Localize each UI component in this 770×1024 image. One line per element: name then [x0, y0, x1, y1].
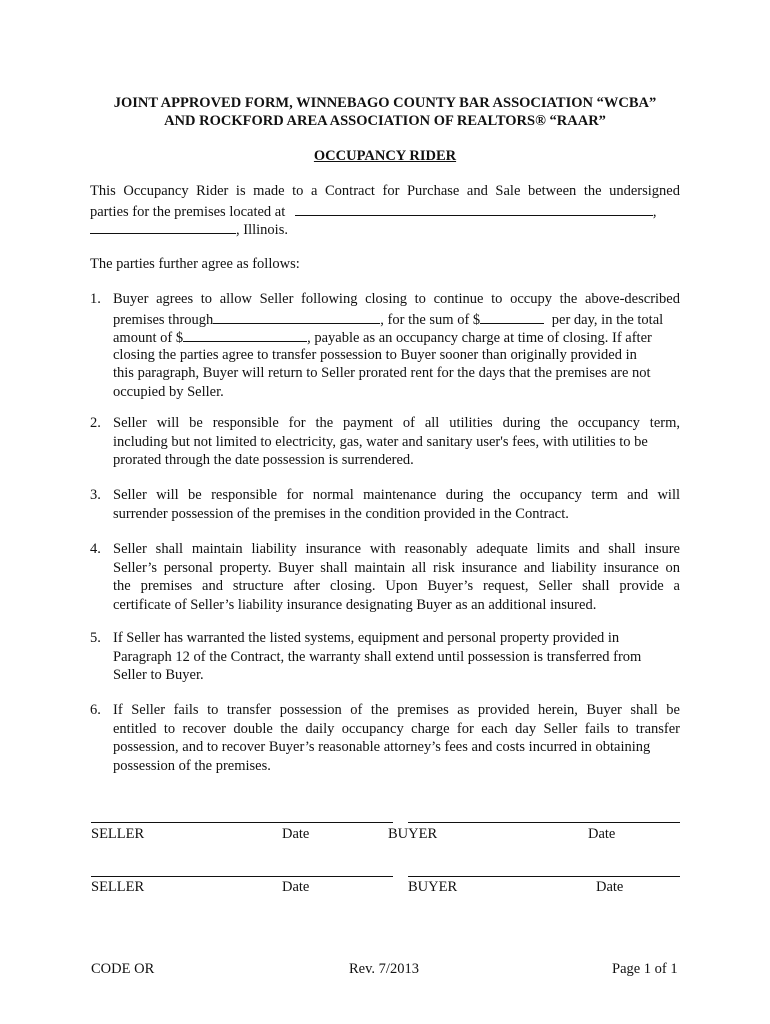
item-5-line-3: Seller to Buyer. [113, 667, 204, 683]
item-3-line-1: Seller will be responsible for normal maintenance during the occupancy term and will [113, 487, 680, 503]
item-1-line-4: closing the parties agree to transfer possession to Buyer sooner than originally provided in [113, 346, 637, 363]
occupancy-end-date-blank[interactable] [213, 309, 380, 324]
item-5-line-1: If Seller has warranted the listed systems, equipment and personal property provided in [113, 630, 620, 646]
item-1-amount-label: amount of $ [113, 330, 184, 346]
item-number: 6. [90, 702, 101, 718]
item-number: 2. [90, 415, 101, 431]
item-4-line-3: the premises and structure after closing. Upon Buyer’s request, Seller shall provide a [113, 578, 680, 594]
agree-statement: The parties further agree as follows: [90, 256, 300, 272]
item-1-per-day: per day, in the total [551, 311, 664, 328]
seller-signature-line-1[interactable] [91, 822, 393, 823]
footer-revision: Rev. 7/2013 [349, 961, 419, 977]
item-1-line-6: occupied by Seller. [113, 383, 224, 400]
list-item-5 [90, 629, 680, 685]
form-header-line-1: JOINT APPROVED FORM, WINNEBAGO COUNTY BAR ASSOCIATION “WCBA” [113, 95, 657, 111]
item-6-line-4: possession of the premises. [113, 757, 271, 774]
item-number: 5. [90, 630, 101, 646]
buyer-label-1: BUYER [388, 826, 438, 842]
intro-line-3 [90, 219, 680, 238]
list-item-4 [90, 540, 680, 615]
premises-address-blank[interactable] [295, 201, 653, 216]
item-number: 4. [90, 541, 101, 557]
item-number: 3. [90, 487, 101, 503]
buyer-signature-line-1[interactable] [408, 822, 680, 823]
intro-line-2 [90, 201, 680, 220]
document-title: OCCUPANCY RIDER [313, 148, 457, 164]
intro-text-1: This Occupancy Rider is made to a Contract for Purchase and Sale between the undersigned [90, 183, 680, 199]
item-1-line-3 [113, 327, 680, 346]
intro-premises-label: parties for the premises located at [90, 203, 286, 220]
intro-paragraph [90, 182, 680, 238]
total-amount-blank[interactable] [183, 327, 307, 342]
item-4-line-2: Seller’s personal property. Buyer shall maintain all risk insurance and liability insurance on [113, 559, 680, 576]
seller-date-label-2: Date [282, 879, 310, 895]
list-item-2 [90, 414, 680, 470]
buyer-signature-line-2[interactable] [408, 876, 680, 877]
buyer-date-label-2: Date [596, 879, 624, 895]
intro-line-1 [90, 182, 680, 201]
item-5-line-2: Paragraph 12 of the Contract, the warranty shall extend until possession is transferred from [113, 648, 642, 665]
seller-signature-line-2[interactable] [91, 876, 393, 877]
item-6-line-2: entitled to recover double the daily occupancy charge for each day Seller fails to transfer [113, 720, 680, 737]
item-1-line-1: Buyer agrees to allow Seller following closing to continue to occupy the above-described [113, 291, 680, 307]
seller-date-label-1: Date [282, 826, 310, 842]
footer-code: CODE OR [91, 961, 155, 977]
item-2-line-1: Seller will be responsible for the payment of all utilities during the occupancy term, [113, 415, 680, 431]
item-2-line-3: prorated through the date possession is surrendered. [113, 452, 414, 468]
buyer-date-label-1: Date [588, 826, 616, 842]
item-1-line-5: this paragraph, Buyer will return to Seller prorated rent for the days that the premises are not [113, 365, 651, 381]
form-header-line-2: AND ROCKFORD AREA ASSOCIATION OF REALTORS® “RAAR” [164, 113, 606, 129]
item-1-sum-label: , for the sum of $ [380, 311, 481, 328]
buyer-label-2: BUYER [408, 879, 458, 895]
premises-city-blank[interactable] [90, 219, 236, 234]
item-number: 1. [90, 291, 101, 307]
list-item-3 [90, 486, 680, 524]
item-1-payable-text: , payable as an occupancy charge at time of closing. If after [307, 330, 652, 346]
item-1-line-2 [113, 309, 680, 328]
daily-rate-blank[interactable] [480, 309, 544, 324]
item-4-line-4: certificate of Seller’s liability insurance designating Buyer as an additional insured. [113, 596, 597, 613]
item-2-line-2: including but not limited to electricity, gas, water and sanitary user's fees, with utilities to be [113, 433, 648, 450]
list-item-1 [90, 290, 680, 402]
intro-comma: , [652, 203, 657, 220]
seller-label-2: SELLER [91, 879, 145, 895]
seller-label-1: SELLER [91, 826, 145, 842]
item-6-line-3: possession, and to recover Buyer’s reasonable attorney’s fees and costs incurred in obtaining [113, 739, 651, 755]
list-item-6 [90, 701, 680, 776]
item-1-premises-through: premises through [113, 311, 214, 328]
item-4-line-1: Seller shall maintain liability insurance with reasonably adequate limits and shall insure [113, 541, 680, 557]
item-6-line-1: If Seller fails to transfer possession of the premises as provided herein, Buyer shall be [113, 702, 680, 718]
intro-illinois: , Illinois. [236, 222, 288, 238]
footer-page-number: Page 1 of 1 [612, 961, 678, 977]
item-3-line-2: surrender possession of the premises in the condition provided in the Contract. [113, 505, 569, 522]
